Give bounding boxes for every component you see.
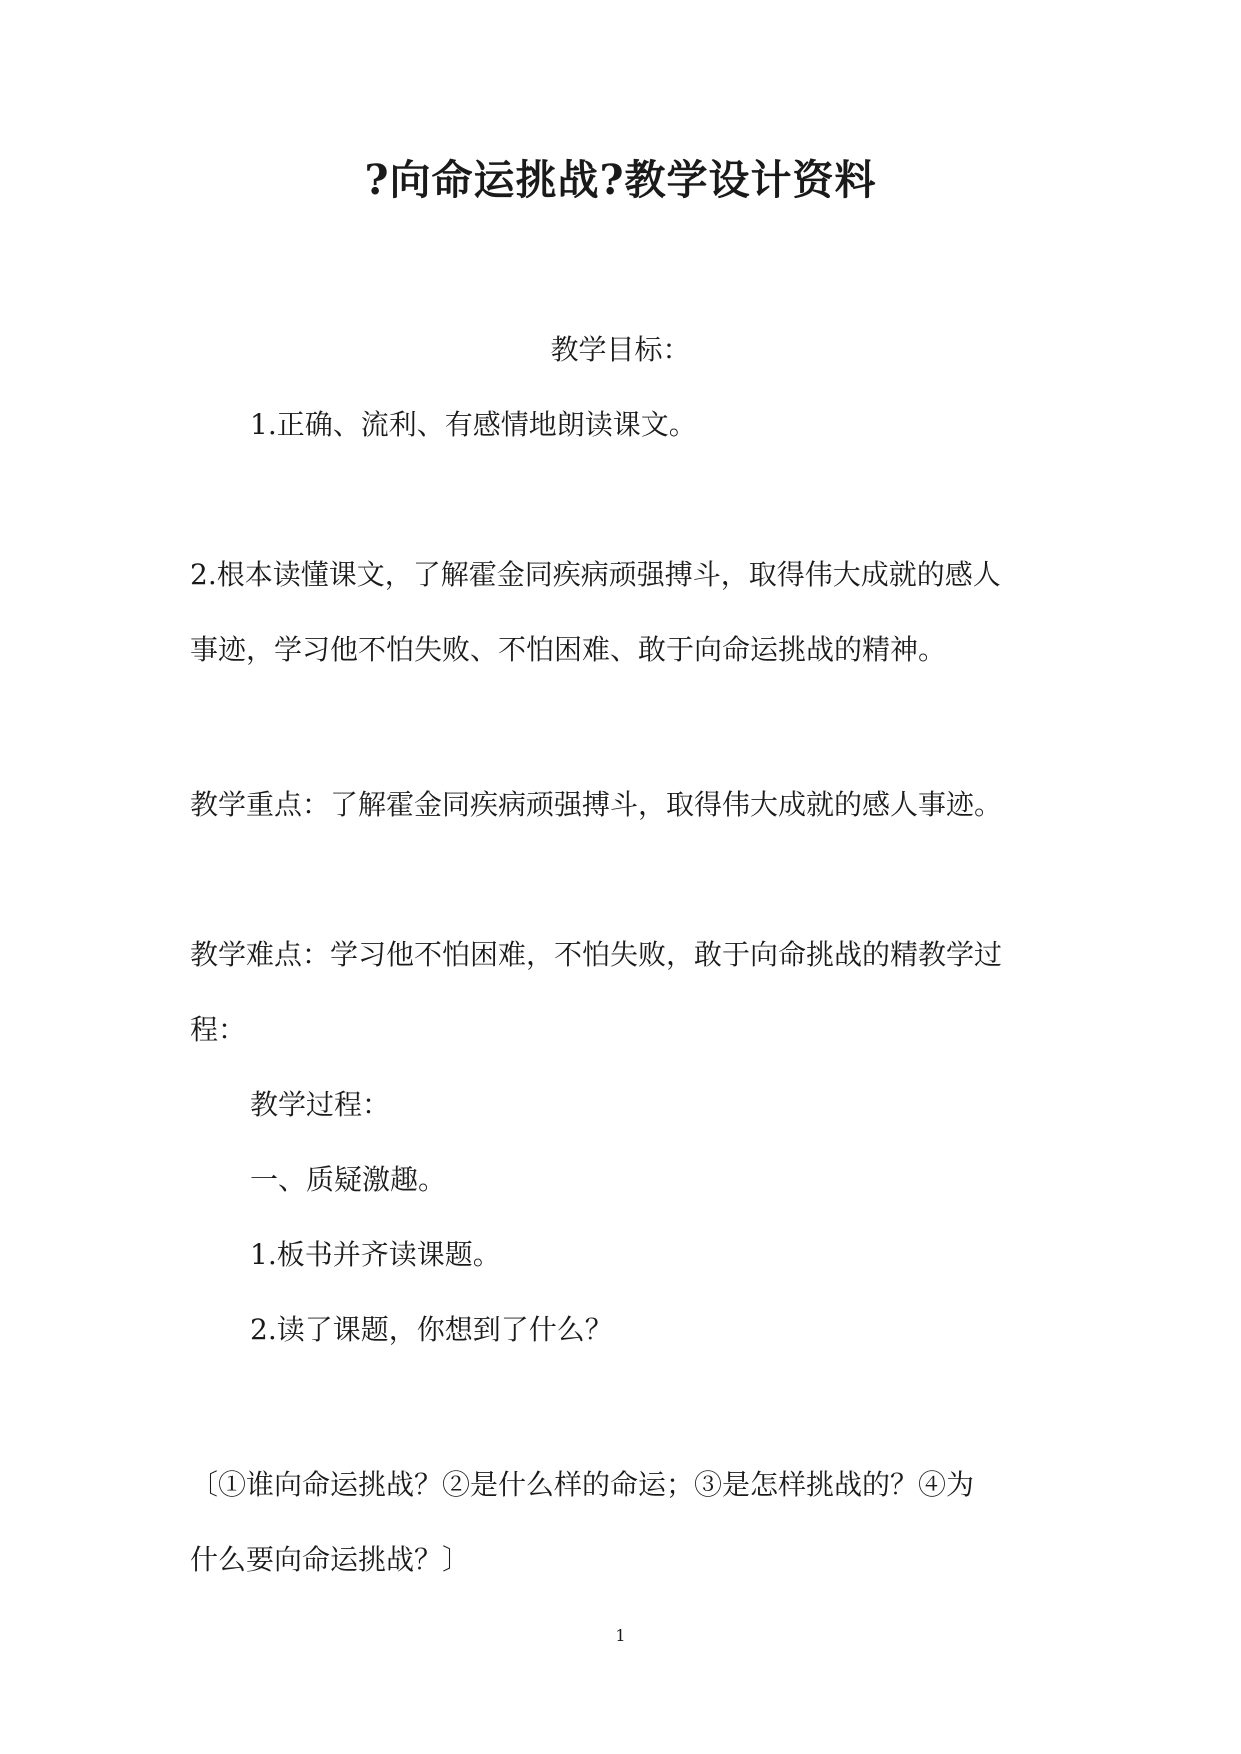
objective-1: 1.正确、流利、有感情地朗读课文。	[250, 408, 697, 441]
objective-2-line-2: 事迹，学习他不怕失败、不怕困难、敢于向命运挑战的精神。	[190, 633, 947, 666]
page-number: 1	[615, 1626, 626, 1645]
difficulty-line-2: 程：	[190, 1013, 247, 1046]
difficulty-line-1: 教学难点：学习他不怕困难，不怕失败，敢于向命挑战的精教学过	[190, 938, 1003, 971]
process-heading: 教学过程：	[250, 1088, 391, 1121]
questions-line-2: 什么要向命运挑战？〕	[190, 1543, 471, 1576]
key-point: 教学重点：了解霍金同疾病顽强搏斗，取得伟大成就的感人事迹。	[190, 788, 1003, 821]
objectives-heading: 教学目标：	[550, 333, 691, 366]
section-one-heading: 一、质疑激趣。	[250, 1163, 447, 1196]
step-2: 2.读了课题，你想到了什么？	[250, 1313, 613, 1346]
step-1: 1.板书并齐读课题。	[250, 1238, 501, 1271]
objective-2-line-1: 2.根本读懂课文，了解霍金同疾病顽强搏斗，取得伟大成就的感人	[190, 558, 1001, 591]
questions-line-1: 〔①谁向命运挑战？②是什么样的命运；③是怎样挑战的？④为	[190, 1468, 975, 1501]
document-title: ?向命运挑战?教学设计资料	[364, 156, 877, 204]
